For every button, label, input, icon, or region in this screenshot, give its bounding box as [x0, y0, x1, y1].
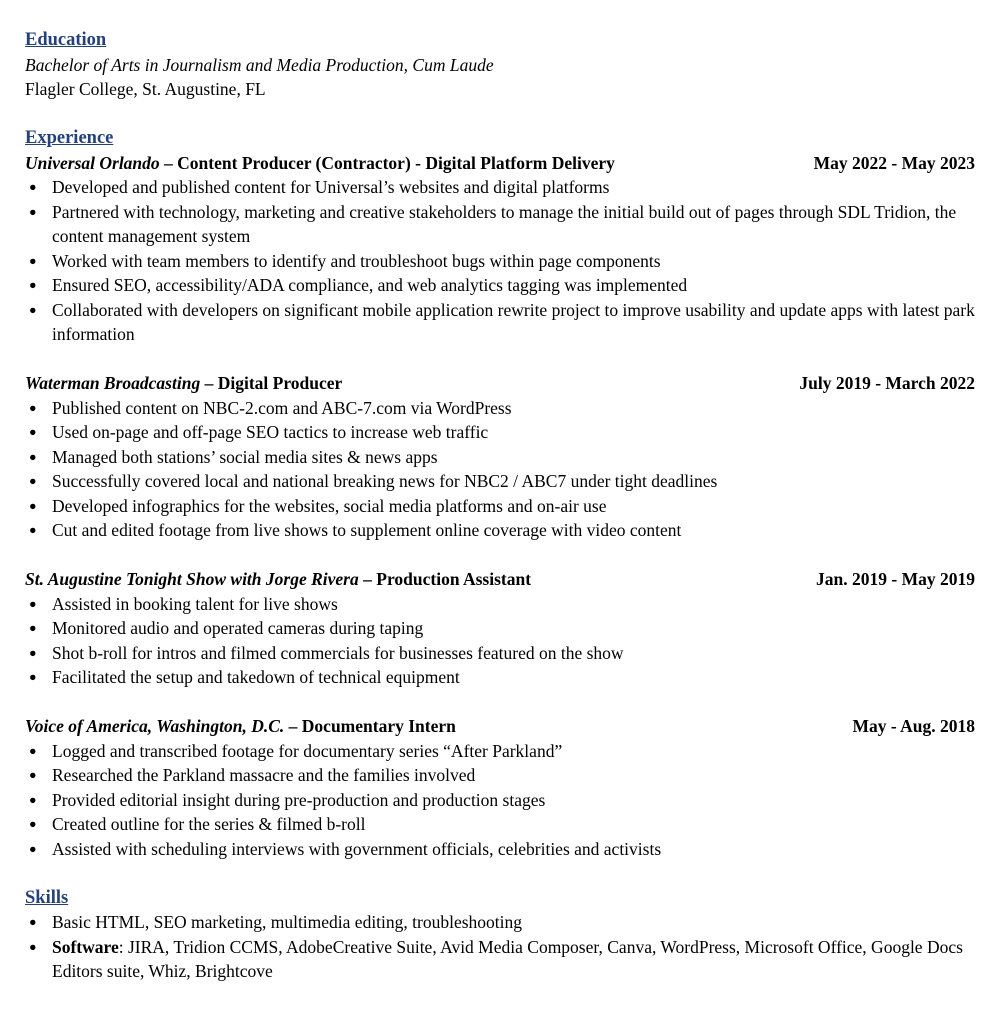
skills-bullets: [25, 910, 975, 984]
job-st-augustine-tonight-show: [25, 567, 975, 690]
bullet-item: [25, 641, 975, 666]
skills-heading: Skills: [25, 887, 69, 908]
bullet-text: [52, 935, 975, 984]
job-dates: July 2019 - March 2022: [799, 373, 975, 393]
bullet-icon: ●: [29, 768, 37, 782]
job-dates: May 2022 - May 2023: [813, 152, 975, 173]
bullet-item: [25, 298, 975, 347]
bullet-item: [25, 469, 975, 494]
job-role: – Digital Producer: [200, 373, 343, 393]
bullet-text: Worked with team members to identify and troubleshoot bugs within page components: [52, 250, 661, 271]
bullet-item: [25, 812, 975, 837]
bullet-text: Published content on NBC-2.com and ABC-7.com via WordPress: [52, 397, 512, 418]
job-role: – Production Assistant: [358, 569, 532, 589]
job-universal-orlando: [25, 151, 975, 347]
bullet-text: Shot b-roll for intros and filmed commercials for businesses featured on the show: [52, 642, 624, 663]
bullet-item: [25, 518, 975, 543]
bullet-item: [25, 420, 975, 445]
job-dates: May - Aug. 2018: [852, 716, 975, 736]
job-title: [25, 714, 456, 739]
bullet-text: Researched the Parkland massacre and the families involved: [52, 765, 476, 785]
job-header: [25, 151, 975, 176]
bullet-item: [25, 763, 975, 788]
company-name: Voice of America, Washington, D.C.: [25, 716, 285, 736]
bullet-text: Collaborated with developers on significant mobile application rewrite project to improve usability and update apps with latest park information: [52, 299, 975, 344]
bullet-text: Created outline for the series & filmed b-roll: [52, 814, 366, 834]
bullet-icon: ●: [29, 253, 37, 268]
bullet-text: Successfully covered local and national breaking news for NBC2 / ABC7 under tight deadlines: [52, 471, 718, 491]
company-name: Waterman Broadcasting: [25, 373, 201, 393]
bullet-icon: ●: [29, 792, 37, 807]
job-header: [25, 567, 975, 592]
job-header: [25, 371, 975, 396]
bullet-text: Basic HTML, SEO marketing, multimedia editing, troubleshooting: [52, 912, 523, 932]
bullet-text: Cut and edited footage from live shows to supplement online coverage with video content: [52, 520, 682, 540]
bullet-icon: ●: [29, 841, 37, 856]
bullet-icon: ●: [29, 596, 37, 611]
bullet-text: Used on-page and off-page SEO tactics to increase web traffic: [52, 422, 489, 442]
bullet-text: Assisted in booking talent for live shows: [52, 593, 338, 614]
bullet-item: [25, 494, 975, 519]
section-skills: [25, 886, 975, 984]
bullet-icon: ●: [29, 523, 37, 537]
job-dates: Jan. 2019 - May 2019: [816, 569, 975, 589]
section-experience: [25, 126, 975, 861]
bullet-item: [25, 665, 975, 690]
bullet-icon: ●: [29, 498, 37, 513]
bullet-icon: ●: [29, 204, 37, 219]
job-voice-of-america: [25, 714, 975, 861]
software-label: Software: [52, 936, 119, 957]
bullet-icon: ●: [29, 302, 37, 317]
bullet-text: Logged and transcribed footage for documentary series “After Parkland”: [52, 740, 563, 761]
company-name: St. Augustine Tonight Show with Jorge Rivera: [25, 569, 359, 589]
software-list: : JIRA, Tridion CCMS, AdobeCreative Suite, Avid Media Composer, Canva, WordPress, Microsoft Office, Google Docs Editors suite, Whiz, Brightcove: [52, 936, 963, 981]
job-bullets: [25, 739, 975, 862]
bullet-icon: ●: [29, 425, 37, 439]
experience-heading: Experience: [25, 128, 114, 148]
bullet-icon: ●: [29, 817, 37, 831]
bullet-text: Monitored audio and operated cameras during taping: [52, 618, 424, 638]
school-line: Flagler College, St. Augustine, FL: [25, 79, 266, 99]
bullet-item: [25, 837, 975, 862]
bullet-item: [25, 200, 975, 249]
bullet-text: Provided editorial insight during pre-production and production stages: [52, 789, 546, 810]
bullet-icon: ●: [29, 939, 37, 954]
job-header: [25, 714, 975, 739]
bullet-icon: ●: [29, 474, 37, 488]
bullet-text: Ensured SEO, accessibility/ADA compliance, and web analytics tagging was implemented: [52, 275, 688, 295]
bullet-text: Facilitated the setup and takedown of technical equipment: [52, 667, 460, 687]
job-bullets: [25, 592, 975, 690]
bullet-item: [25, 273, 975, 298]
degree-line: Bachelor of Arts in Journalism and Media Production, Cum Laude: [25, 54, 494, 75]
bullet-item: [25, 788, 975, 813]
bullet-item: [25, 935, 975, 984]
bullet-item: [25, 396, 975, 421]
job-role: – Content Producer (Contractor) - Digital Platform Delivery: [159, 152, 615, 173]
job-bullets: [25, 175, 975, 347]
bullet-icon: ●: [29, 400, 37, 415]
job-title: [25, 151, 615, 176]
bullet-text: Managed both stations’ social media sites & news apps: [52, 446, 438, 467]
bullet-item: [25, 616, 975, 641]
bullet-item: [25, 739, 975, 764]
bullet-text: Developed infographics for the websites, social media platforms and on-air use: [52, 495, 607, 516]
bullet-icon: ●: [29, 278, 37, 292]
job-waterman-broadcasting: [25, 371, 975, 543]
bullet-item: [25, 445, 975, 470]
bullet-item: [25, 910, 975, 935]
bullet-icon: ●: [29, 743, 37, 758]
bullet-icon: ●: [29, 915, 37, 929]
bullet-text: Assisted with scheduling interviews with government officials, celebrities and activists: [52, 838, 662, 859]
bullet-icon: ●: [29, 670, 37, 684]
bullet-icon: ●: [29, 621, 37, 635]
job-title: [25, 371, 342, 396]
bullet-icon: ●: [29, 645, 37, 660]
bullet-icon: ●: [29, 180, 37, 194]
bullet-item: [25, 249, 975, 274]
bullet-text: Developed and published content for Universal’s websites and digital platforms: [52, 177, 610, 197]
bullet-item: [25, 175, 975, 200]
job-role: – Documentary Intern: [284, 716, 456, 736]
education-heading: Education: [25, 30, 107, 50]
bullet-text: Partnered with technology, marketing and creative stakeholders to manage the initial build out of pages through SDL Tridion, the content management system: [52, 201, 957, 246]
company-name: Universal Orlando: [25, 152, 160, 173]
section-education: [25, 28, 975, 102]
job-bullets: [25, 396, 975, 543]
job-title: [25, 567, 531, 592]
bullet-icon: ●: [29, 449, 37, 464]
bullet-item: [25, 592, 975, 617]
